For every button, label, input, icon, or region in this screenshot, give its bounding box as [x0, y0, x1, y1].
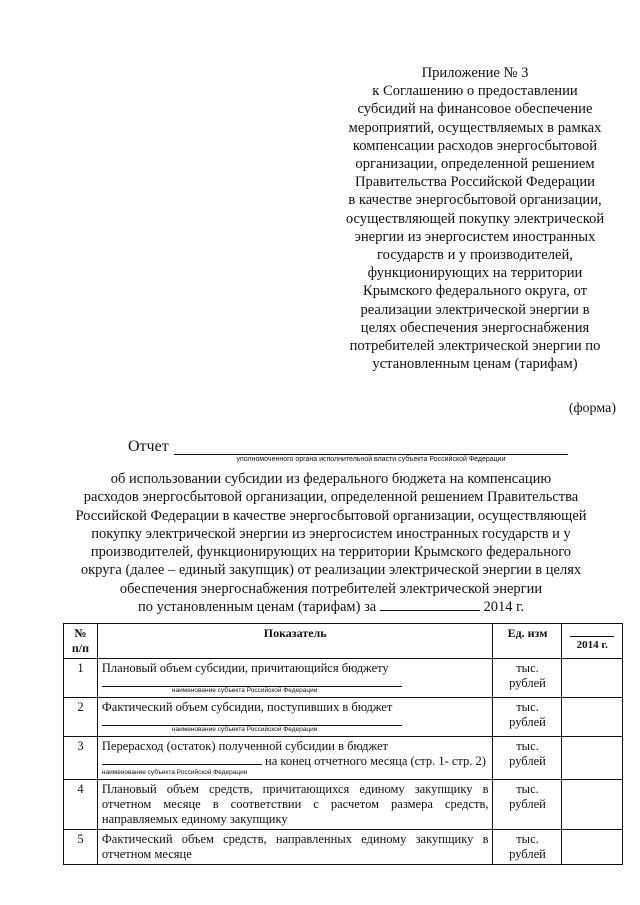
report-line: округа (далее – единый закупщик) от реализации электрической энергии в целях: [80, 562, 582, 579]
row-unit-line2: рублей: [509, 847, 546, 861]
appendix-line: Крымского федерального округа, от: [363, 283, 587, 300]
header-year-rule: [570, 636, 614, 637]
appendix-line: государств и у производителей,: [377, 247, 573, 264]
report-header: [128, 438, 568, 470]
row-unit-line1: тыс.: [516, 782, 539, 796]
header-year: [562, 624, 623, 659]
appendix-line: Приложение № 3: [421, 65, 529, 81]
appendix-line: энергии из энергосистем иностранных: [354, 228, 596, 245]
row-text: Фактический объем субсидии, поступивших в бюджет: [101, 700, 393, 714]
header-year-label: 2014 г.: [576, 639, 608, 651]
row-num: 1: [64, 659, 98, 698]
table-row: [64, 830, 623, 865]
row-blank[interactable]: [102, 715, 402, 726]
row-unit-line2: рублей: [509, 797, 546, 811]
header-num: № п/п: [64, 624, 98, 659]
row-unit-line1: тыс.: [516, 661, 539, 675]
table-header-row: [64, 624, 623, 659]
row-indicator: Плановый объем средств, причитающихся единому закупщику в отчетном месяце в соответствии с расчетом размера средств, направляемых единому закупщику: [97, 780, 493, 830]
row-value-cell[interactable]: [562, 659, 623, 698]
header-indicator: Показатель: [97, 624, 493, 659]
appendix-line: функционирующих на территории: [367, 265, 583, 282]
table-row: [64, 659, 623, 698]
report-table: [63, 623, 623, 865]
appendix-line: установленным ценам (тарифам): [372, 356, 578, 373]
report-authority-blank[interactable]: [174, 454, 568, 455]
table-row: [64, 780, 623, 830]
report-line: об использовании субсидии из федерального бюджета на компенсацию: [110, 471, 552, 487]
row-hint: наименование субъекта Российской Федерации: [101, 769, 248, 776]
table-row: [64, 698, 623, 737]
report-line: расходов энергосбытовой организации, определенной решением Правительства: [83, 489, 579, 506]
appendix-line: мероприятий, осуществляемых в рамках: [348, 119, 602, 136]
row-unit-line1: тыс.: [516, 700, 539, 714]
report-line: производителей, функционирующих на территории Крымского федерального: [90, 544, 572, 561]
row-unit-line2: рублей: [509, 676, 546, 690]
row-unit-line1: тыс.: [516, 832, 539, 846]
row-value-cell[interactable]: [562, 780, 623, 830]
row-text: Плановый объем субсидии, причитающийся бюджету: [101, 661, 389, 675]
row-indicator: Фактический объем средств, направленных единому закупщику в отчетном месяце: [97, 830, 493, 865]
appendix-line: организации, определенной решением: [355, 156, 595, 173]
row-unit-line1: тыс.: [516, 739, 539, 753]
row-unit-line2: рублей: [509, 754, 546, 768]
appendix-line: реализации электрической энергии в: [360, 301, 590, 318]
row-unit: [493, 780, 562, 830]
report-description: [66, 470, 596, 616]
report-period-year: 2014 г.: [483, 599, 525, 616]
row-blank[interactable]: [102, 676, 402, 687]
report-line: покупку электрической энергии из энергосистем иностранных государств и у: [91, 525, 571, 542]
report-period-blank[interactable]: [380, 600, 480, 611]
row-num: 4: [64, 780, 98, 830]
row-blank[interactable]: [102, 754, 262, 765]
row-num: 5: [64, 830, 98, 865]
appendix-line: в качестве энергосбытовой организации,: [348, 192, 602, 209]
report-title: Отчет: [128, 438, 169, 455]
row-indicator: [97, 659, 493, 698]
appendix-line: целях обеспечения энергоснабжения: [360, 319, 590, 336]
row-hint: наименование субъекта Российской Федерации: [171, 726, 318, 733]
report-authority-hint: уполномоченного органа исполнительной власти субъекта Российской Федерации: [236, 456, 506, 463]
report-period-prefix: по установленным ценам (тарифам) за: [137, 599, 377, 616]
row-value-cell[interactable]: [562, 737, 623, 780]
row-unit: [493, 698, 562, 737]
row-unit: [493, 659, 562, 698]
report-period-line: [66, 598, 596, 616]
form-label: (форма): [568, 401, 616, 416]
row-indicator: [97, 698, 493, 737]
row-indicator: [97, 737, 493, 780]
appendix-heading: [330, 64, 620, 373]
appendix-line: к Соглашению о предоставлении: [372, 83, 578, 100]
appendix-line: субсидий на финансовое обеспечение: [357, 101, 593, 118]
row-value-cell[interactable]: [562, 698, 623, 737]
report-line: Российской Федерации в качестве энергосбытовой организации, осуществляющей: [75, 507, 587, 524]
row-hint: наименование субъекта Российской Федерации: [171, 687, 318, 694]
appendix-line: компенсации расходов энергосбытовой: [352, 137, 598, 154]
table-row: [64, 737, 623, 780]
row-value-cell[interactable]: [562, 830, 623, 865]
header-unit: Ед. изм: [493, 624, 562, 659]
row-unit-line2: рублей: [509, 715, 546, 729]
row-unit: [493, 830, 562, 865]
appendix-line: Правительства Российской Федерации: [355, 174, 595, 191]
row-num: 2: [64, 698, 98, 737]
row-text: Перерасход (остаток) полученной субсидии в бюджет: [101, 739, 389, 753]
row-unit: [493, 737, 562, 780]
row-num: 3: [64, 737, 98, 780]
appendix-line: потребителей электрической энергии по: [349, 338, 601, 355]
row-text-second: [102, 754, 489, 769]
appendix-line: осуществляющей покупку электрической: [345, 210, 605, 227]
report-line: обеспечения энергоснабжения потребителей электрической энергии: [119, 580, 543, 597]
row-text-continuation: на конец отчетного месяца (стр. 1- стр. 2): [265, 754, 486, 768]
